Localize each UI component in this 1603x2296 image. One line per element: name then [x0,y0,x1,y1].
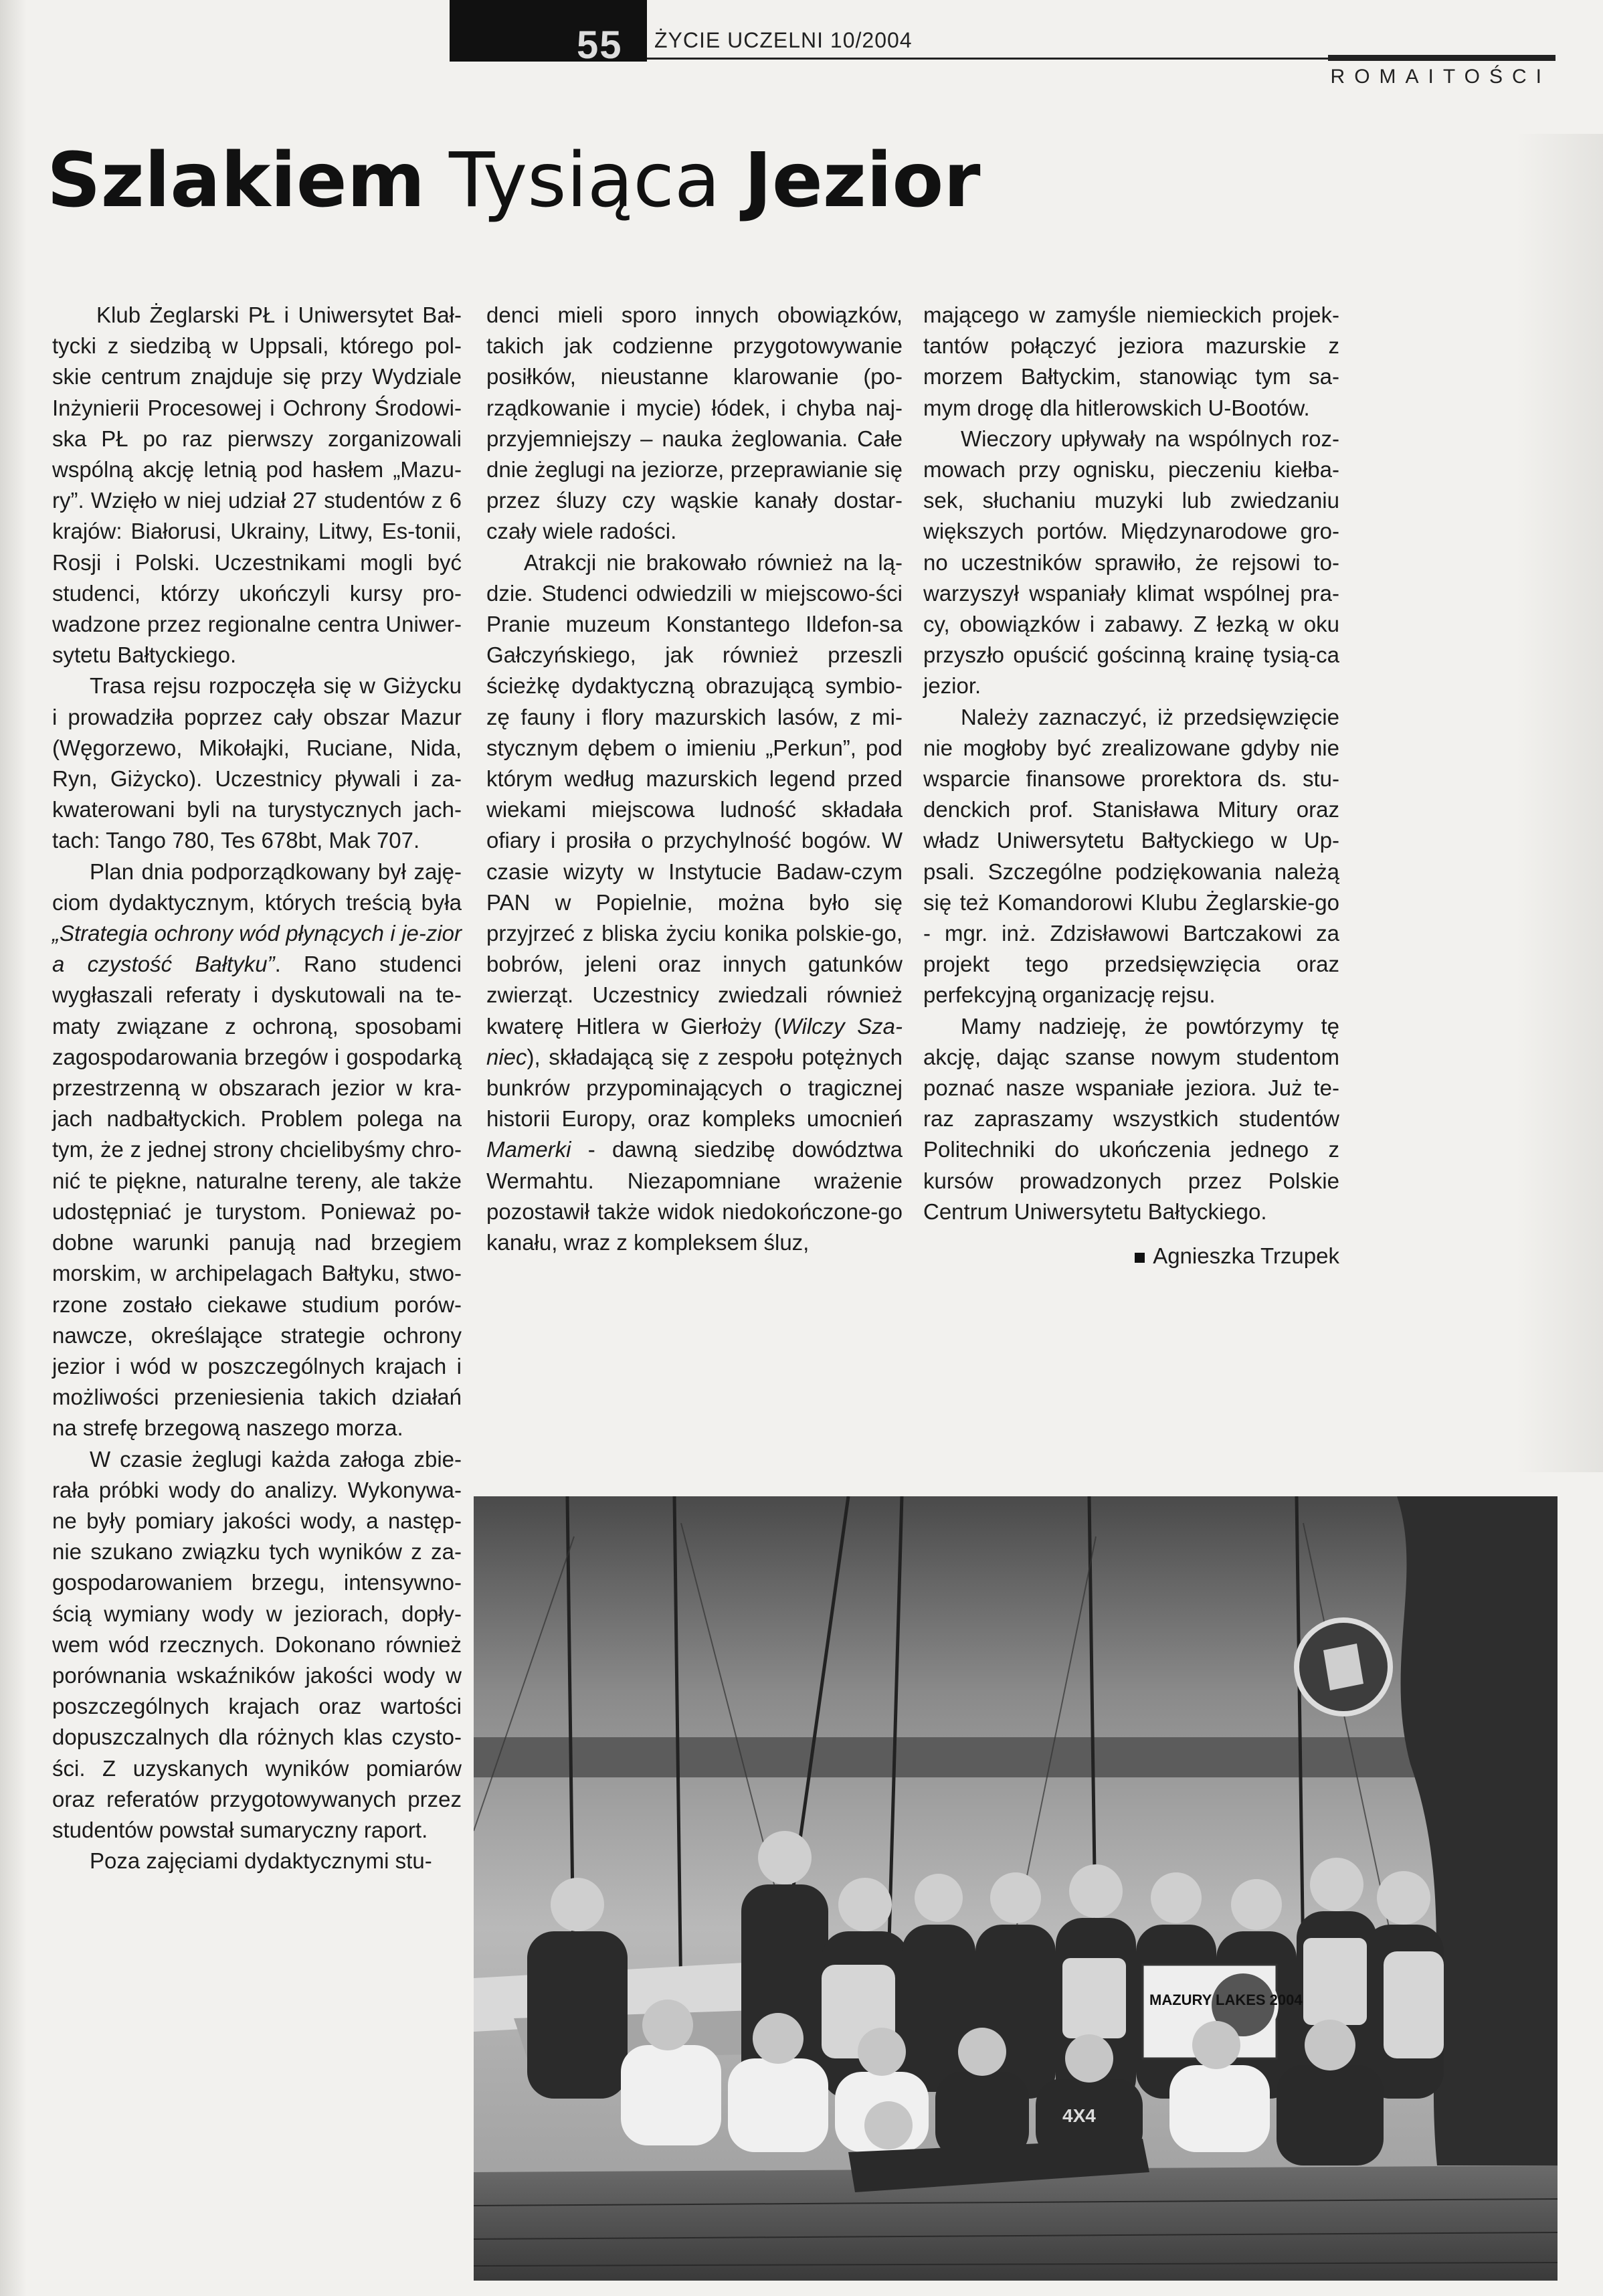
paragraph: mającego w zamyśle niemieckich projek-tantów połączyć jeziora mazurskie z morzem Bałtyckim, stanowiąc tym sa-mym drogę dla hitlerowskich U-Bootów. [923,302,1339,420]
paragraph: denci mieli sporo innych obowiązków, takich jak codzienne przygotowywanie posiłków, nieustanne klarowanie (po-rządkowanie i mycie) łódek, i chyba naj-przyjemniejszy – nauka żeglowania. Całe dnie żeglugi na jeziorze, przeprawianie się przez śluzy czy wąskie kanały dostar-czały wiele radości. [486,302,903,544]
emphasis: Mamerki [486,1137,571,1162]
paragraph: Trasa rejsu rozpoczęła się w Giżycku i prowadziła poprzez cały obszar Mazur (Węgorzewo, Mikołajki, Ruciane, Nida, Ryn, Giżycko). Uczestnicy pływali i za-kwaterowani byli na turystycznych jach-tach: Tango 780, Tes 678bt, Mak 707. [52,673,462,853]
paragraph: Klub Żeglarski PŁ i Uniwersytet Bał-tycki z siedzibą w Uppsali, którego pol-skie centrum znajduje się przy Wydziale Inżynierii Procesowej i Ochrony Środowi-ska PŁ po raz pierwszy zorganizowali wspólną akcję letnią pod hasłem „Mazu-ry”. Wzięło w niej udział 27 studentów z 6 krajów: Białorusi, Ukrainy, Litwy, Es-tonii, Rosji i Polski. Uczestnikami mogli być studenci, którzy ukończyli kursy pro-wadzone przez regionalne centra Uniwer-sytetu Bałtyckiego. [52,302,462,668]
emphasis: „Strategia ochrony wód płynących i je-zior a czystość Bałtyku” [52,921,462,977]
title-word-3: Jezior [744,137,981,224]
paragraph: Należy zaznaczyć, iż przedsięwzięcie nie mogłoby być zrealizowane gdyby nie wsparcie finansowe prorektora ds. stu-denckich prof. Stanisława Mitury oraz władz Uniwersytetu Bałtyckiego w Up-psali. Szczególne podziękowania należą się też Komandorowi Klubu Żeglarskie-go - mgr. inż. Zdzisławowi Bartczakowi za projekt tego przedsięwzięcia oraz perfekcyjną organizację rejsu. [923,704,1339,1008]
article-column-2 [486,300,903,1258]
article-column-1 [52,300,462,1876]
article-column-3 [923,300,1339,1271]
article-title [47,134,981,228]
paragraph: Wieczory upływały na wspólnych roz-mowach przy ognisku, pieczeniu kiełba-sek, słuchaniu muzyki lub zwiedzaniu większych portów. Międzynarodowe gro-no uczestników sprawiło, że rejsowi to-warzyszył wspaniały klimat wspólnej pra-cy, obowiązków i zabawy. Z łezką w oku przyszło opuścić gościnną krainę tysią-ca jezior. [923,426,1339,699]
page-number: 55 [577,23,623,67]
svg-text:4X4: 4X4 [1062,2105,1096,2126]
paragraph: Atrakcji nie brakowało również na lą-dzie. Studenci odwiedzili w miejscowo-ści Pranie muzeum Konstantego Ildefon-sa Gałczyńskiego, jak również przeszli ścieżkę dydaktyczną obrazującą symbio-zę fauny i flory mazurskich lasów, z mi-stycznym dębem o imieniu „Perkun”, pod którym według mazurskich legend przed wiekami miejscowa ludność składała ofiary i prosiła o przychylność bogów. W czasie wizyty w Instytucie Badaw-czym PAN w Popielnie, można było się przyjrzeć z bliska życiu konika polskie-go, bobrów, jeleni oraz innych gatunków zwierząt. Uczestnicy zwiedzali również kwaterę Hitlera w Gierłoży (Wilczy Sza-niec), składającą się z zespołu potężnych bunkrów przypominających o tragicznej historii Europy, oraz kompleks umocnień Mamerki - dawną siedzibę dowództwa Wermahtu. Niezapomniane wrażenie pozostawił także widok niedokończone-go kanału, wraz z kompleksem śluz, [486,549,903,1255]
title-word-1: Szlakiem [47,137,426,224]
byline-square-icon [1135,1253,1145,1263]
paragraph: W czasie żeglugi każda załoga zbie-rała próbki wody do analizy. Wykonywa-ne były pomiary jakości wody, a następ-nie szukano związku tych wyników z za-gospodarowaniem brzegu, intensywno-ścią wymiany wody w jeziorach, dopły-wem wód rzecznych. Dokonano również porównania wskaźników jakości wody w poszczególnych krajach oraz wartości dopuszczalnych dla różnych klas czysto-ści. Z uzyskanych wyników pomiarów oraz referatów przygotowywanych przez studentów powstał sumaryczny raport. [52,1446,462,1842]
paragraph: Plan dnia podporządkowany był zaję-ciom dydaktycznym, których treścią była „Strategia ochrony wód płynących i je-zior a czystość Bałtyku”. Rano studenci wygłaszali referaty i dyskutowali na te-maty związane z ochroną, sposobami zagospodarowania brzegów i gospodarką przestrzenną w obszarach jezior w kra-jach nadbałtyckich. Problem polega na tym, że z jednej strony chcielibyśmy chro-nić te piękne, naturalne tereny, ale także udostępniać je turystom. Ponieważ po-dobne warunki panują nad brzegiem morskim, w archipelagach Bałtyku, stwo-rzone zostało ciekawe studium porów-nawcze, określające strategie ochrony jezior i wód w poszczególnych krajach i możliwości przeniesienia takich działań na strefę brzegową naszego morza. [52,859,462,1441]
author-byline [923,1241,1339,1271]
page-edge-shadow [0,0,27,2296]
header-rule-accent [1328,55,1555,61]
publication-issue: ŻYCIE UCZELNI 10/2004 [654,28,913,52]
section-label: ROMAITOŚCI [1330,66,1551,88]
group-photo [474,1496,1558,2281]
paragraph: Mamy nadzieję, że powtórzymy tę akcję, dając szanse nowym studentom poznać nasze wspaniałe jeziora. Już te-raz zapraszamy wszystkich studentów Politechniki do ukończenia jednego z kursów prowadzonych przez Polskie Centrum Uniwersytetu Bałtyckiego. [923,1013,1339,1224]
title-word-2: Tysiąca [448,137,721,224]
emphasis: Wilczy Sza-niec [486,1013,903,1069]
author-name: Agnieszka Trzupek [1153,1243,1339,1269]
svg-text:MAZURY LAKES 2004: MAZURY LAKES 2004 [1149,1992,1303,2008]
paragraph: Poza zajęciami dydaktycznymi stu- [90,1848,432,1874]
facing-page-bleed [1516,134,1603,1472]
